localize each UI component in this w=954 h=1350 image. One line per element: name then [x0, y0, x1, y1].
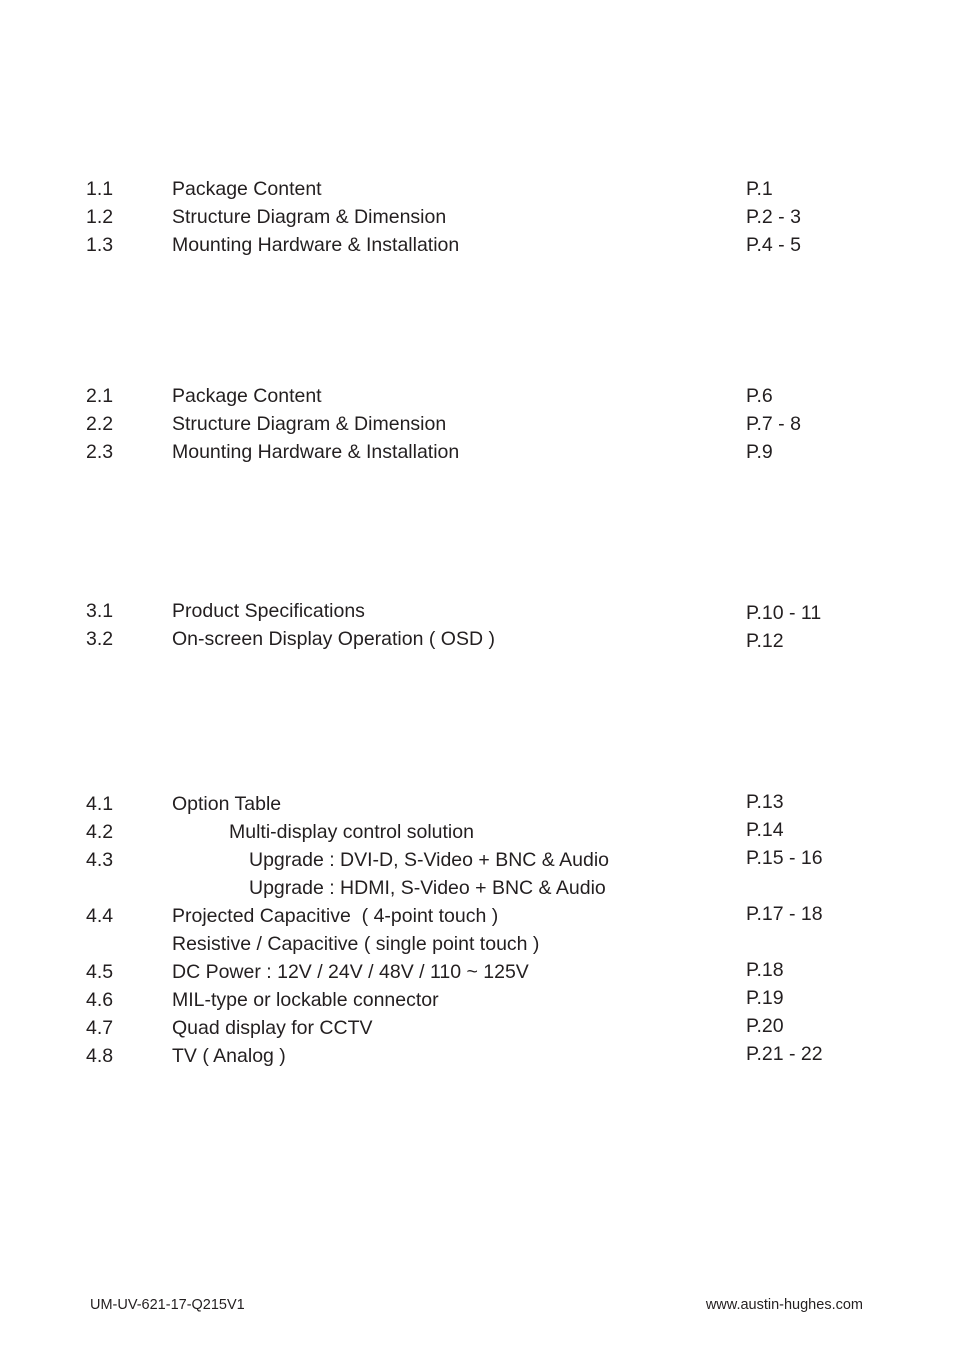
entry-title: Option Table: [172, 793, 282, 815]
entry-page: P.10 - 11: [746, 602, 822, 624]
entry-title: Multi-display control solution: [229, 821, 474, 843]
entry-number: 3.1: [86, 600, 114, 622]
entry-number: 1.2: [86, 206, 114, 228]
toc-entry: [0, 1015, 954, 1041]
entry-number: 4.6: [86, 989, 114, 1011]
entry-number: 2.1: [86, 385, 114, 407]
entry-number: 4.2: [86, 821, 114, 843]
toc-entry: [0, 987, 954, 1013]
entry-title: DC Power : 12V / 24V / 48V / 110 ~ 125V: [172, 961, 529, 983]
entry-page: P.17 - 18: [746, 903, 823, 925]
entry-page: P.20: [746, 1015, 784, 1037]
entry-page: P.18: [746, 959, 784, 981]
entry-title: Package Content: [172, 385, 322, 407]
entry-page: P.12: [746, 630, 784, 652]
entry-page: P.4 - 5: [746, 234, 801, 256]
entry-number: 4.5: [86, 961, 114, 983]
entry-title: TV ( Analog ): [172, 1045, 286, 1067]
entry-number: 4.1: [86, 793, 114, 815]
entry-title: MIL-type or lockable connector: [172, 989, 439, 1011]
toc-entry: [0, 383, 954, 409]
toc-entry: [0, 903, 954, 929]
toc-entry-continuation: [0, 931, 954, 957]
toc-entry: [0, 791, 954, 817]
entry-title: Projected Capacitive ( 4-point touch ): [172, 905, 499, 927]
entry-number: 1.3: [86, 234, 114, 256]
entry-title: Upgrade : DVI-D, S-Video + BNC & Audio: [249, 849, 610, 871]
entry-page: P.9: [746, 441, 773, 463]
entry-number: 4.8: [86, 1045, 114, 1067]
toc-entry: [0, 176, 954, 202]
entry-page: P.7 - 8: [746, 413, 801, 435]
entry-title: Product Specifications: [172, 600, 365, 622]
toc-entry: [0, 1043, 954, 1069]
entry-number: 2.2: [86, 413, 114, 435]
entry-page: P.15 - 16: [746, 847, 823, 869]
toc-entry: [0, 411, 954, 437]
toc-entry: [0, 626, 954, 652]
entry-page: P.14: [746, 819, 784, 841]
toc-entry: [0, 204, 954, 230]
toc-entry-continuation: [0, 875, 954, 901]
entry-title: Package Content: [172, 178, 322, 200]
toc-entry: [0, 598, 954, 624]
entry-page: P.6: [746, 385, 773, 407]
entry-page: P.13: [746, 791, 784, 813]
entry-number: 4.4: [86, 905, 114, 927]
entry-title: Resistive / Capacitive ( single point touch ): [172, 933, 540, 955]
toc-entry: [0, 959, 954, 985]
entry-number: 1.1: [86, 178, 114, 200]
entry-number: 2.3: [86, 441, 114, 463]
entry-title: Mounting Hardware & Installation: [172, 441, 460, 463]
toc-entry: [0, 439, 954, 465]
website-link[interactable]: www.austin-hughes.com: [705, 1297, 863, 1313]
entry-number: 4.3: [86, 849, 114, 871]
document-code: UM-UV-621-17-Q215V1: [90, 1297, 245, 1313]
entry-number: 3.2: [86, 628, 114, 650]
entry-title: On-screen Display Operation ( OSD ): [172, 628, 495, 650]
toc-entry: [0, 232, 954, 258]
entry-title: Upgrade : HDMI, S-Video + BNC & Audio: [249, 877, 606, 899]
toc-entry: [0, 819, 954, 845]
entry-page: P.19: [746, 987, 784, 1009]
entry-title: Structure Diagram & Dimension: [172, 413, 447, 435]
entry-title: Mounting Hardware & Installation: [172, 234, 460, 256]
entry-page: P.21 - 22: [746, 1043, 823, 1065]
entry-page: P.1: [746, 178, 773, 200]
entry-page: P.2 - 3: [746, 206, 801, 228]
entry-title: Quad display for CCTV: [172, 1017, 373, 1039]
entry-title: Structure Diagram & Dimension: [172, 206, 447, 228]
toc-entry: [0, 847, 954, 873]
entry-number: 4.7: [86, 1017, 114, 1039]
